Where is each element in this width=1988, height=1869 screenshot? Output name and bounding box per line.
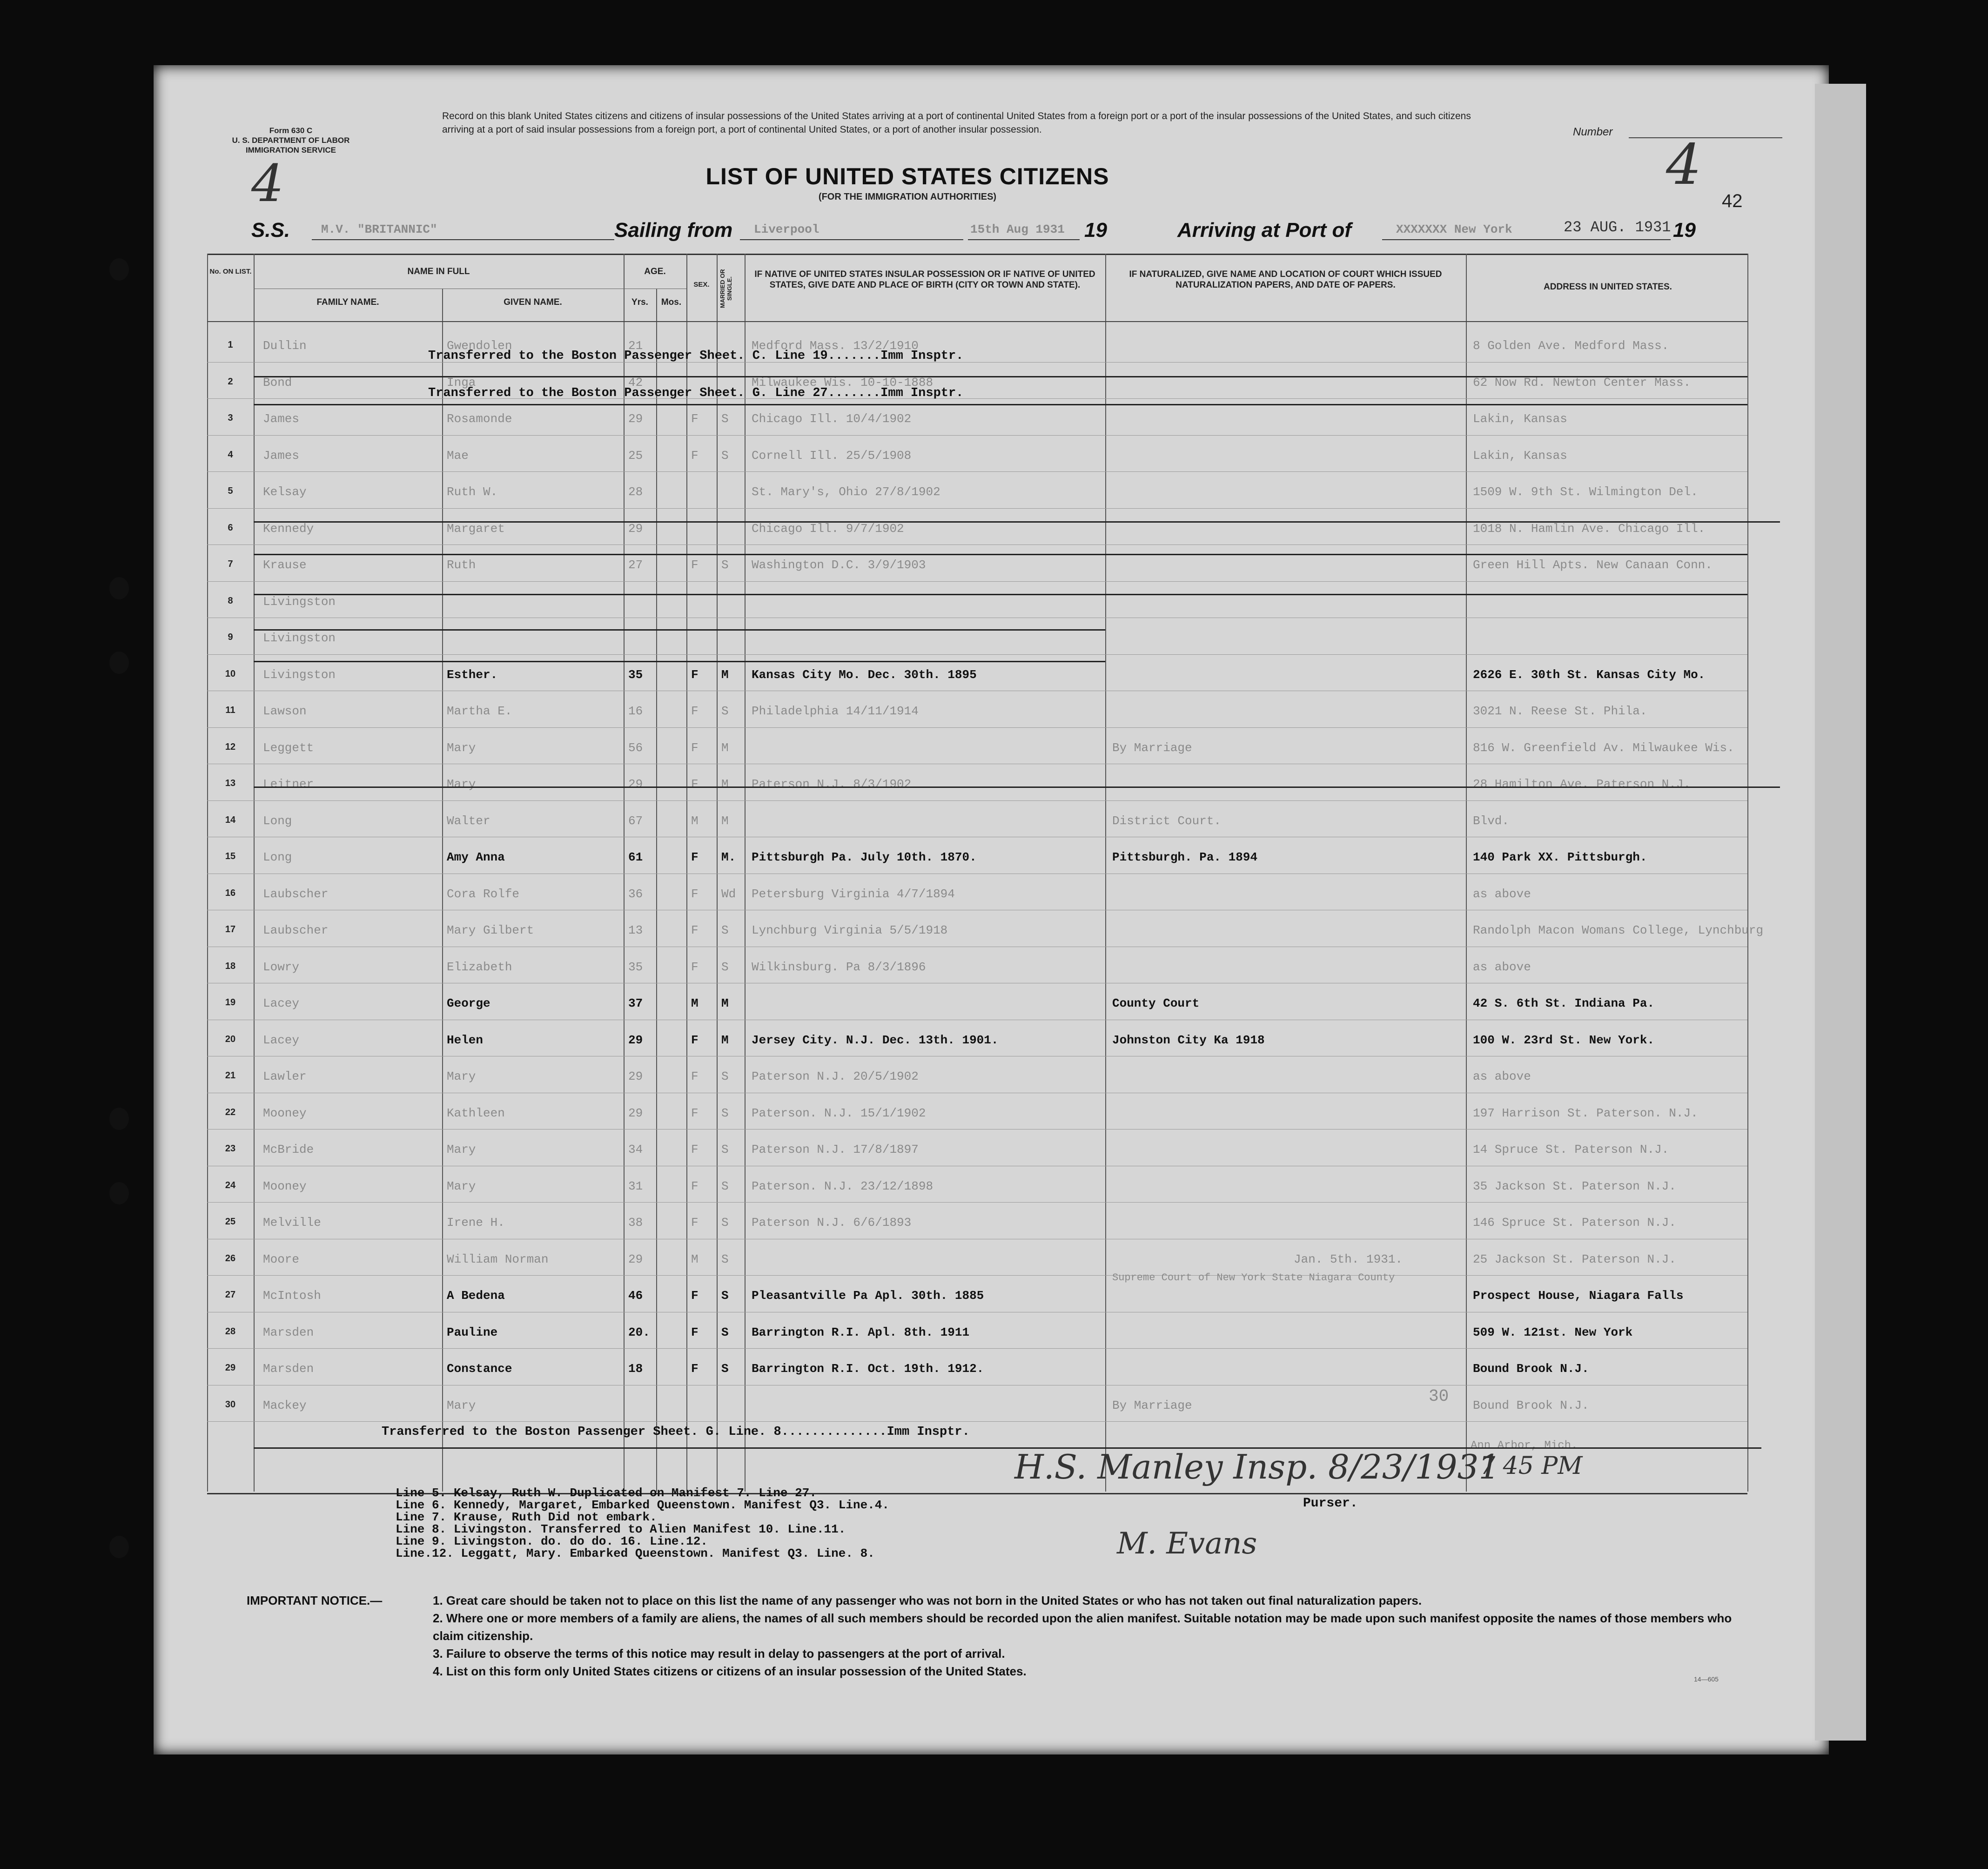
family-cell: Marsden: [263, 1362, 314, 1376]
sheet-edge: [1815, 84, 1866, 1741]
address-cell: 1509 W. 9th St. Wilmington Del.: [1473, 485, 1698, 499]
given-cell: William Norman: [447, 1252, 549, 1266]
address-cell: 140 Park XX. Pittsburgh.: [1473, 850, 1647, 864]
manifest-notes: [396, 1487, 889, 1560]
departure-date: 15th Aug 1931: [970, 222, 1065, 236]
sex-cell: F: [691, 1179, 698, 1193]
ms-cell: S: [721, 412, 729, 426]
family-cell: Lacey: [263, 996, 300, 1010]
note-line: Line 5. Kelsay, Ruth W. Duplicated on Manifest 7. Line 27.: [396, 1486, 817, 1500]
row-number: 4: [228, 449, 233, 460]
ms-cell: S: [721, 1106, 729, 1120]
department: U. S. DEPARTMENT OF LABOR: [232, 136, 350, 145]
address-cell: 1018 N. Hamlin Ave. Chicago Ill.: [1473, 521, 1706, 536]
notice-item: 4. List on this form only United States citizens or citizens of an insular possession of the United States.: [433, 1664, 1027, 1678]
age-cell: 29: [628, 1069, 643, 1083]
ss-label: S.S.: [251, 219, 290, 242]
ms-cell: M: [721, 667, 729, 682]
age-cell: 20.: [628, 1325, 650, 1339]
sex-cell: F: [691, 777, 698, 791]
inspector-signature: H.S. Manley Insp. 8/23/1931: [1014, 1447, 1500, 1486]
sex-cell: F: [691, 667, 698, 682]
inspection-time: 7 45 PM: [1480, 1452, 1583, 1480]
birth-cell: Jersey City. N.J. Dec. 13th. 1901.: [752, 1033, 999, 1047]
ms-cell: M: [721, 740, 729, 755]
birth-cell: Pleasantville Pa Apl. 30th. 1885: [752, 1289, 984, 1303]
notice-lead: IMPORTANT NOTICE.—: [247, 1593, 383, 1607]
age-cell: 46: [628, 1289, 643, 1303]
sex-cell: F: [691, 704, 698, 718]
address-cell: 28 Hamilton Ave. Paterson N.J.: [1473, 777, 1691, 791]
address-cell: Prospect House, Niagara Falls: [1473, 1289, 1684, 1303]
birth-cell: Barrington R.I. Oct. 19th. 1912.: [752, 1362, 984, 1376]
row-number: 22: [225, 1107, 236, 1117]
address-cell: Lakin, Kansas: [1473, 412, 1567, 426]
note-line: Line.12. Leggatt, Mary. Embarked Queenstown. Manifest Q3. Line. 8.: [396, 1546, 875, 1560]
age-cell: 36: [628, 887, 643, 901]
sex-cell: F: [691, 960, 698, 974]
ms-cell: Wd: [721, 887, 736, 901]
address-cell: as above: [1473, 887, 1531, 901]
row-number: 18: [225, 961, 236, 971]
age-cell: 13: [628, 923, 643, 937]
family-cell: Kennedy: [263, 521, 314, 536]
address-cell: Bound Brook N.J.: [1473, 1362, 1589, 1376]
birth-cell: Kansas City Mo. Dec. 30th. 1895: [752, 667, 977, 682]
sex-cell: F: [691, 1216, 698, 1230]
ms-cell: M: [721, 813, 729, 828]
row-number: 28: [225, 1326, 236, 1337]
family-cell: Dullin: [263, 339, 307, 353]
page-number: 42: [1722, 191, 1743, 211]
court-cell: County Court: [1112, 996, 1200, 1010]
given-cell: Mary: [447, 1179, 476, 1193]
given-cell: Mary Gilbert: [447, 923, 534, 937]
family-cell: Leitner: [263, 777, 314, 791]
row-number: 12: [225, 741, 236, 752]
sex-cell: F: [691, 558, 698, 572]
age-cell: 34: [628, 1143, 643, 1156]
number-field-line: [1629, 137, 1782, 138]
ms-cell: S: [721, 1179, 729, 1193]
age-cell: 29: [628, 777, 643, 791]
passenger-table: [207, 254, 1747, 1494]
row-number: 23: [225, 1143, 236, 1154]
row-number: 26: [225, 1253, 236, 1264]
sex-cell: F: [691, 923, 698, 937]
sex-cell: F: [691, 448, 698, 463]
given-cell: Ruth W.: [447, 485, 498, 499]
address-cell: 62 Now Rd. Newton Center Mass.: [1473, 375, 1691, 390]
family-cell: Marsden: [263, 1325, 314, 1339]
address-cell: Bound Brook N.J.: [1473, 1398, 1589, 1412]
sex-cell: F: [691, 1106, 698, 1120]
sex-cell: F: [691, 1362, 698, 1376]
family-cell: Melville: [263, 1216, 321, 1230]
col-header-address: ADDRESS IN UNITED STATES.: [1544, 282, 1672, 292]
given-cell: Gwendolen: [447, 339, 512, 353]
court-cell: Johnston City Ka 1918: [1112, 1033, 1265, 1047]
transfer-note: Transferred to the Boston Passenger Sheet. C. Line 19.......Imm Insptr.: [428, 349, 964, 363]
year-label: 19: [1673, 219, 1696, 242]
given-cell: Walter: [447, 813, 490, 828]
arrival-date-stamp: 23 AUG. 1931: [1564, 219, 1671, 236]
family-cell: Long: [263, 813, 292, 828]
birth-cell: Paterson N.J. 8/3/1902: [752, 777, 912, 791]
address-cell: 509 W. 121st. New York: [1473, 1325, 1633, 1339]
departure-port: Liverpool: [754, 222, 819, 236]
birth-cell: St. Mary's, Ohio 27/8/1902: [752, 485, 940, 499]
given-cell: Elizabeth: [447, 960, 512, 974]
given-cell: Helen: [447, 1033, 484, 1047]
intro-text: Record on this blank United States citizens and citizens of insular possessions of the United States arriving at a port of continental United States from a foreign port or a port of the insular possessions of the United States, and such citizens arriving at a port of said insular possessions from a foreign port, a port of continental United States, or a port of another insular possession.: [442, 111, 1471, 135]
court-cell: By Marriage: [1112, 1398, 1192, 1412]
row-number: 16: [225, 887, 236, 898]
ms-cell: S: [721, 1289, 729, 1303]
age-cell: 42: [628, 375, 643, 390]
birth-cell: Lynchburg Virginia 5/5/1918: [752, 923, 948, 937]
address-cell: 14 Spruce St. Paterson N.J.: [1473, 1143, 1669, 1156]
row-number: 24: [225, 1180, 236, 1190]
ms-cell: S: [721, 960, 729, 974]
given-cell: Mary: [447, 1398, 476, 1412]
notice-item: 1. Great care should be taken not to place on this list the name of any passenger who was not born in the United States or who has not taken out final naturalization papers.: [433, 1593, 1422, 1607]
address-cell: 3021 N. Reese St. Phila.: [1473, 704, 1647, 718]
ship-name: M.V. "BRITANNIC": [321, 222, 437, 236]
address-cell: Ann Arbor, Mich.: [1471, 1439, 1578, 1452]
given-cell: Amy Anna: [447, 850, 505, 864]
family-cell: Long: [263, 850, 292, 864]
age-cell: 29: [628, 1033, 643, 1047]
age-cell: 25: [628, 448, 643, 463]
court-cell: By Marriage: [1112, 740, 1192, 755]
birth-cell: Pittsburgh Pa. July 10th. 1870.: [752, 850, 977, 864]
sex-cell: F: [691, 1033, 698, 1047]
age-cell: 21: [628, 339, 643, 353]
arrival-port: XXXXXXX New York: [1396, 222, 1512, 236]
given-cell: Mae: [447, 448, 469, 463]
col-header-married: MARRIED OR SINGLE.: [719, 269, 733, 308]
handwritten-sheet-number: 4: [1666, 133, 1702, 197]
given-cell: Mary: [447, 777, 476, 791]
ms-cell: M.: [721, 850, 736, 864]
given-cell: Pauline: [447, 1325, 498, 1339]
row-number: 3: [228, 413, 233, 423]
age-cell: 37: [628, 996, 643, 1010]
ms-cell: S: [721, 1325, 729, 1339]
family-cell: Moore: [263, 1252, 300, 1266]
row-number: 6: [228, 522, 233, 533]
family-cell: Livingston: [263, 631, 336, 645]
birth-cell: Paterson N.J. 17/8/1897: [752, 1143, 919, 1156]
row-number: 30: [225, 1399, 236, 1410]
age-cell: 29: [628, 412, 643, 426]
birth-cell: Wilkinsburg. Pa 8/3/1896: [752, 960, 926, 974]
family-cell: Livingston: [263, 594, 336, 609]
row-number: 19: [225, 997, 236, 1008]
family-cell: Leggett: [263, 740, 314, 755]
sex-cell: F: [691, 740, 698, 755]
birth-cell: Barrington R.I. Apl. 8th. 1911: [752, 1325, 970, 1339]
row-number: 5: [228, 486, 233, 496]
col-header-family: FAMILY NAME.: [316, 297, 379, 307]
family-cell: Laubscher: [263, 887, 329, 901]
col-header-sex: SEX.: [693, 281, 710, 289]
age-cell: 67: [628, 813, 643, 828]
col-header-naturalized: IF NATURALIZED, GIVE NAME AND LOCATION OF COURT WHICH ISSUED NATURALIZATION PAPERS, AND DATE OF PAPERS.: [1129, 269, 1442, 290]
row-number: 29: [225, 1363, 236, 1373]
family-cell: Livingston: [263, 667, 336, 682]
given-cell: Cora Rolfe: [447, 887, 520, 901]
form-number: Form 630 C: [269, 126, 313, 135]
family-cell: McBride: [263, 1143, 314, 1156]
sex-cell: F: [691, 1069, 698, 1083]
row-number: 25: [225, 1217, 236, 1227]
family-cell: James: [263, 448, 300, 463]
ms-cell: S: [721, 1143, 729, 1156]
address-cell: Blvd.: [1473, 813, 1510, 828]
address-cell: as above: [1473, 960, 1531, 974]
given-cell: Margaret: [447, 521, 505, 536]
given-cell: Irene H.: [447, 1216, 505, 1230]
address-cell: 35 Jackson St. Paterson N.J.: [1473, 1179, 1676, 1193]
col-header-age: AGE.: [644, 267, 666, 276]
age-cell: 38: [628, 1216, 643, 1230]
row-number: 20: [225, 1034, 236, 1044]
col-header-name: NAME IN FULL: [407, 267, 470, 276]
address-cell: 146 Spruce St. Paterson N.J.: [1473, 1216, 1676, 1230]
transfer-note: Transferred to the Boston Passenger Sheet. G. Line. 8..............Imm Insptr.: [382, 1425, 970, 1439]
row-number: 8: [228, 595, 233, 606]
age-cell: 56: [628, 740, 643, 755]
given-cell: Mary: [447, 1069, 476, 1083]
birth-cell: Paterson. N.J. 23/12/1898: [752, 1179, 934, 1193]
row-number: 14: [225, 814, 236, 825]
col-header-given: GIVEN NAME.: [504, 297, 562, 307]
given-cell: Kathleen: [447, 1106, 505, 1120]
binder-hole: [109, 258, 129, 281]
sex-cell: F: [691, 412, 698, 426]
arriving-label: Arriving at Port of: [1177, 219, 1352, 242]
binder-hole: [109, 577, 129, 599]
page-subtitle: (FOR THE IMMIGRATION AUTHORITIES): [818, 192, 997, 202]
row-number: 7: [228, 559, 233, 569]
birth-cell: Milwaukee Wis. 10-10-1888: [752, 375, 934, 390]
row-number: 17: [225, 924, 236, 934]
sex-cell: M: [691, 996, 698, 1010]
note-line: Line 7. Krause, Ruth Did not embark.: [396, 1510, 657, 1524]
age-cell: 35: [628, 667, 643, 682]
family-cell: Lowry: [263, 960, 300, 974]
age-cell: 35: [628, 960, 643, 974]
birth-cell: Washington D.C. 3/9/1903: [752, 558, 926, 572]
given-cell: Mary: [447, 1143, 476, 1156]
birth-cell: Chicago Ill. 10/4/1902: [752, 412, 912, 426]
family-cell: Kelsay: [263, 485, 307, 499]
notice-item: 3. Failure to observe the terms of this notice may result in delay to passengers at the port of arrival.: [433, 1647, 1005, 1661]
birth-cell: Chicago Ill. 9/7/1902: [752, 521, 904, 536]
col-header-no: No. ON LIST.: [209, 268, 252, 276]
family-cell: Mooney: [263, 1106, 307, 1120]
family-cell: Laubscher: [263, 923, 329, 937]
address-cell: Randolph Macon Womans College, Lynchburg: [1473, 923, 1764, 937]
given-cell: Rosamonde: [447, 412, 512, 426]
birth-cell: Paterson N.J. 6/6/1893: [752, 1216, 912, 1230]
address-cell: as above: [1473, 1069, 1531, 1083]
given-cell: A Bedena: [447, 1289, 505, 1303]
notice-item: 2. Where one or more members of a family are aliens, the names of all such members should be recorded upon the alien manifest. Suitable notation may be made upon such manifest opposite the names of those members who claim citizenship.: [433, 1611, 1732, 1643]
sex-cell: F: [691, 887, 698, 901]
address-cell: 2626 E. 30th St. Kansas City Mo.: [1473, 667, 1706, 682]
address-cell: 816 W. Greenfield Av. Milwaukee Wis.: [1473, 740, 1734, 755]
year-label: 19: [1084, 219, 1107, 242]
purser-signature: M. Evans: [1117, 1526, 1257, 1561]
birth-cell: Petersburg Virginia 4/7/1894: [752, 887, 955, 901]
birth-cell: Philadelphia 14/11/1914: [752, 704, 919, 718]
given-cell: Martha E.: [447, 704, 512, 718]
family-cell: Lacey: [263, 1033, 300, 1047]
family-cell: Krause: [263, 558, 307, 572]
address-cell: Lakin, Kansas: [1473, 448, 1567, 463]
birth-cell: Cornell Ill. 25/5/1908: [752, 448, 912, 463]
ms-cell: M: [721, 777, 729, 791]
given-cell: Mary: [447, 740, 476, 755]
row-number: 1: [228, 340, 233, 350]
ms-cell: S: [721, 923, 729, 937]
note-line: Line 9. Livingston. do. do do. 16. Line.12.: [396, 1534, 708, 1548]
court-cell: Pittsburgh. Pa. 1894: [1112, 850, 1258, 864]
ms-cell: S: [721, 1362, 729, 1376]
age-cell: 28: [628, 485, 643, 499]
age-cell: 29: [628, 1106, 643, 1120]
purser-label: Purser.: [1303, 1496, 1358, 1511]
address-cell: 100 W. 23rd St. New York.: [1473, 1033, 1655, 1047]
family-cell: Lawler: [263, 1069, 307, 1083]
footer-code: 14—605: [1694, 1675, 1719, 1683]
given-cell: Inga: [447, 375, 476, 390]
note-line: Line 8. Livingston. Transferred to Alien Manifest 10. Line.11.: [396, 1522, 846, 1536]
ms-cell: S: [721, 1252, 729, 1266]
address-cell: 42 S. 6th St. Indiana Pa.: [1473, 996, 1655, 1010]
family-cell: Mooney: [263, 1179, 307, 1193]
sex-cell: F: [691, 1325, 698, 1339]
age-cell: 29: [628, 1252, 643, 1266]
birth-cell: Paterson. N.J. 15/1/1902: [752, 1106, 926, 1120]
address-cell: Green Hill Apts. New Canaan Conn.: [1473, 558, 1713, 572]
col-header-yrs: Yrs.: [631, 297, 648, 307]
page-title: LIST OF UNITED STATES CITIZENS: [705, 163, 1109, 189]
given-cell: Esther.: [447, 667, 498, 682]
address-cell: 8 Golden Ave. Medford Mass.: [1473, 339, 1669, 353]
age-cell: 31: [628, 1179, 643, 1193]
binder-hole: [109, 1536, 129, 1558]
binder-hole: [109, 1182, 129, 1204]
ms-cell: M: [721, 1033, 729, 1047]
given-cell: Constance: [447, 1362, 512, 1376]
ms-cell: S: [721, 448, 729, 463]
row-number: 10: [225, 668, 236, 679]
col-header-mos: Mos.: [661, 297, 682, 307]
court-cell: District Court.: [1112, 813, 1222, 828]
court-cell: Supreme Court of New York State Niagara County: [1112, 1272, 1395, 1284]
row-number: 21: [225, 1070, 236, 1081]
service: IMMIGRATION SERVICE: [246, 146, 336, 155]
sex-cell: F: [691, 1289, 698, 1303]
address-cell: 25 Jackson St. Paterson N.J.: [1473, 1252, 1676, 1266]
ms-cell: S: [721, 1069, 729, 1083]
binder-hole: [109, 1108, 129, 1130]
age-cell: 27: [628, 558, 643, 572]
handwritten-sheet-number: 4: [251, 154, 284, 213]
given-cell: Ruth: [447, 558, 476, 572]
annotation-number: 30: [1429, 1387, 1449, 1406]
form-identifier: [214, 126, 368, 155]
transfer-note: Transferred to the Boston Passenger Sheet. G. Line 27.......Imm Insptr.: [428, 386, 964, 400]
row-number: 15: [225, 851, 236, 861]
birth-cell: Medford Mass. 13/2/1910: [752, 339, 919, 353]
sex-cell: M: [691, 1252, 698, 1266]
address-cell: 197 Harrison St. Paterson. N.J.: [1473, 1106, 1698, 1120]
row-number: 13: [225, 778, 236, 788]
ms-cell: M: [721, 996, 729, 1010]
family-cell: Lawson: [263, 704, 307, 718]
note-line: Line 6. Kennedy, Margaret, Embarked Queenstown. Manifest Q3. Line.4.: [396, 1498, 889, 1512]
number-label: Number: [1573, 126, 1613, 138]
row-number: 27: [225, 1290, 236, 1300]
family-cell: Bond: [263, 375, 292, 390]
ms-cell: S: [721, 558, 729, 572]
court-cell: Jan. 5th. 1931.: [1294, 1252, 1403, 1266]
sex-cell: F: [691, 1143, 698, 1156]
ms-cell: S: [721, 1216, 729, 1230]
row-number: 9: [228, 632, 233, 642]
family-cell: James: [263, 412, 300, 426]
age-cell: 16: [628, 704, 643, 718]
row-number: 11: [225, 705, 235, 715]
col-header-native: IF NATIVE OF UNITED STATES INSULAR POSSESSION OR IF NATIVE OF UNITED STATES, GIVE DATE AND PLACE OF BIRTH (CITY OR TOWN AND STATE).: [754, 269, 1095, 290]
binder-hole: [109, 652, 129, 674]
age-cell: 61: [628, 850, 643, 864]
age-cell: 18: [628, 1362, 643, 1376]
sailing-from-label: Sailing from: [614, 219, 733, 242]
sex-cell: F: [691, 850, 698, 864]
ms-cell: S: [721, 704, 729, 718]
given-cell: George: [447, 996, 490, 1010]
birth-cell: Paterson N.J. 20/5/1902: [752, 1069, 919, 1083]
age-cell: 29: [628, 521, 643, 536]
family-cell: Mackey: [263, 1398, 307, 1412]
row-number: 2: [228, 376, 233, 387]
family-cell: McIntosh: [263, 1289, 321, 1303]
sex-cell: M: [691, 813, 698, 828]
